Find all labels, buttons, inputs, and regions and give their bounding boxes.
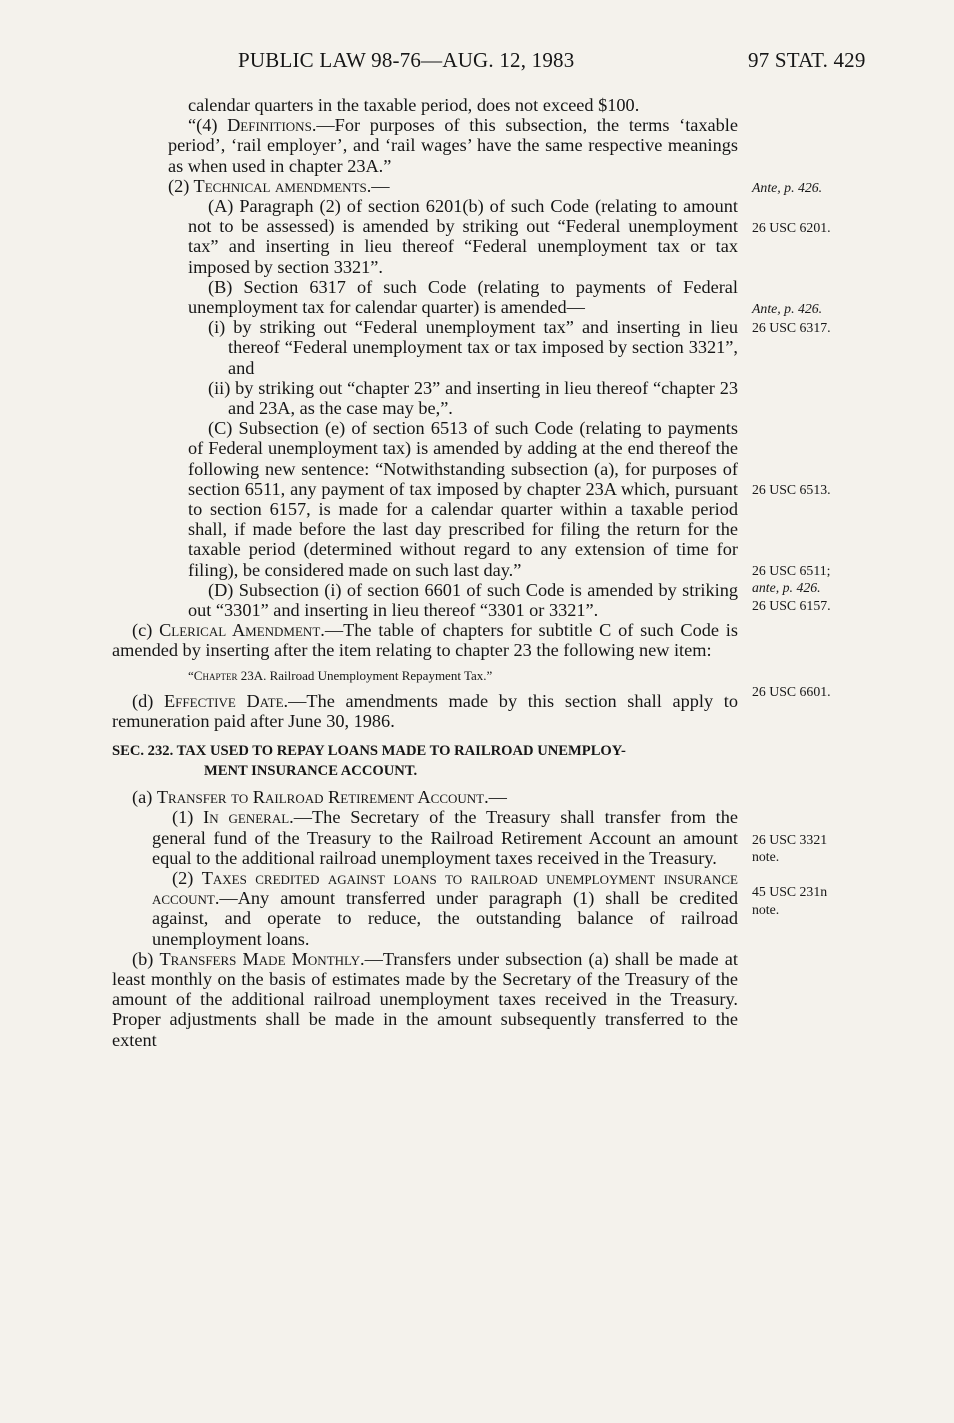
paragraph-heading: (2) Technical amendments.—: [168, 175, 390, 196]
paragraph: (D) Subsection (i) of section 6601 of such Code is amended by striking out “3301” and inserting in lieu thereof “3301 or 3321”.: [188, 579, 738, 621]
paragraph: (A) Paragraph (2) of section 6201(b) of such Code (relating to amount not to be assessed) is amended by striking out “Federal unemployment tax” and inserting in lieu thereof “Federal unemployment tax or tax imposed by section 3321”.: [188, 196, 738, 277]
margin-note: Ante, p. 426.: [752, 301, 823, 316]
margin-note: 45 USC 231n: [752, 884, 828, 899]
paragraph: (B) Section 6317 of such Code (relating to payments of Federal unemployment tax for calendar quarter) is amended—: [188, 276, 738, 318]
paragraph: (c) Clerical Amendment.—The table of chapters for subtitle C of such Code is amended by inserting after the item relating to chapter 23 the following new item:: [112, 620, 738, 661]
header-title: PUBLIC LAW 98-76—AUG. 12, 1983: [238, 48, 575, 72]
paragraph: calendar quarters in the taxable period, does not exceed $100.: [188, 95, 640, 115]
paragraph: “(4) Definitions.—For purposes of this subsection, the terms ‘taxable period’, ‘rail employer’, and ‘rail wages’ have the same respective meanings as when used in chapter 23A.”: [168, 115, 738, 176]
margin-note: 26 USC 3321: [752, 832, 828, 847]
paragraph: (i) by striking out “Federal unemployment tax” and inserting in lieu thereof “Federal unemployment tax or tax imposed by section 3321”, and: [208, 317, 738, 378]
chapter-table-item: “Chapter 23A. Railroad Unemployment Repayment Tax.”: [188, 667, 493, 683]
page-header: [0, 48, 954, 76]
paragraph: (2) Taxes credited against loans to railroad unemployment insurance account.—Any amount transferred under paragraph (1) shall be credited against, and operate to reduce, the outstanding balance of railroad unemployment loans.: [152, 867, 738, 949]
margin-note: 26 USC 6317.: [752, 320, 831, 335]
margin-note: 26 USC 6201.: [752, 220, 831, 235]
margin-note: 26 USC 6601.: [752, 684, 831, 699]
margin-note: Ante, p. 426.: [752, 180, 823, 195]
margin-note: note.: [752, 849, 780, 864]
margin-note: 26 USC 6157.: [752, 598, 831, 613]
paragraph: (b) Transfers Made Monthly.—Transfers under subsection (a) shall be made at least monthly on the basis of estimates made by the Secretary of the Treasury of the amount of the additional railroad unemployment taxes received in the Treasury. Proper adjustments shall be made in the amount subsequently transferred to the extent: [112, 948, 738, 1050]
margin-note: ante, p. 426.: [752, 580, 821, 595]
margin-note: 26 USC 6511;: [752, 563, 831, 578]
section-heading: SEC. 232. TAX USED TO REPAY LOANS MADE TO RAILROAD UNEMPLOY- MENT INSURANCE ACCOUNT.: [112, 743, 626, 780]
document-body: [112, 95, 738, 1050]
paragraph-heading: (a) Transfer to Railroad Retirement Account.—: [132, 787, 507, 808]
paragraph: (1) In general.—The Secretary of the Treasury shall transfer from the general fund of the Treasury to the Railroad Retirement Account an amount equal to the additional railroad unemployment taxes received in the Treasury.: [152, 807, 738, 868]
paragraph: (C) Subsection (e) of section 6513 of such Code (relating to payments of Federal unemployment tax) is amended by adding at the end thereof the following new sentence: “Notwithstanding subsection (a), for purposes of section 6511, any payment of tax imposed by chapter 23A which, pursuant to section 6157, is made for a calendar quarter within a taxable period shall, if made before the last day prescribed for filing the return for the taxable period (determined without regard to any extension of time for filing), be considered made on such last day.”: [188, 418, 738, 580]
paragraph: (d) Effective Date.—The amendments made by this section shall apply to remuneration paid after June 30, 1986.: [112, 690, 738, 731]
margin-note: note.: [752, 902, 780, 917]
header-stat-page: 97 STAT. 429: [748, 48, 866, 72]
margin-note: 26 USC 6513.: [752, 482, 831, 497]
paragraph: (ii) by striking out “chapter 23” and inserting in lieu thereof “chapter 23 and 23A, as the case may be,”.: [208, 377, 738, 419]
